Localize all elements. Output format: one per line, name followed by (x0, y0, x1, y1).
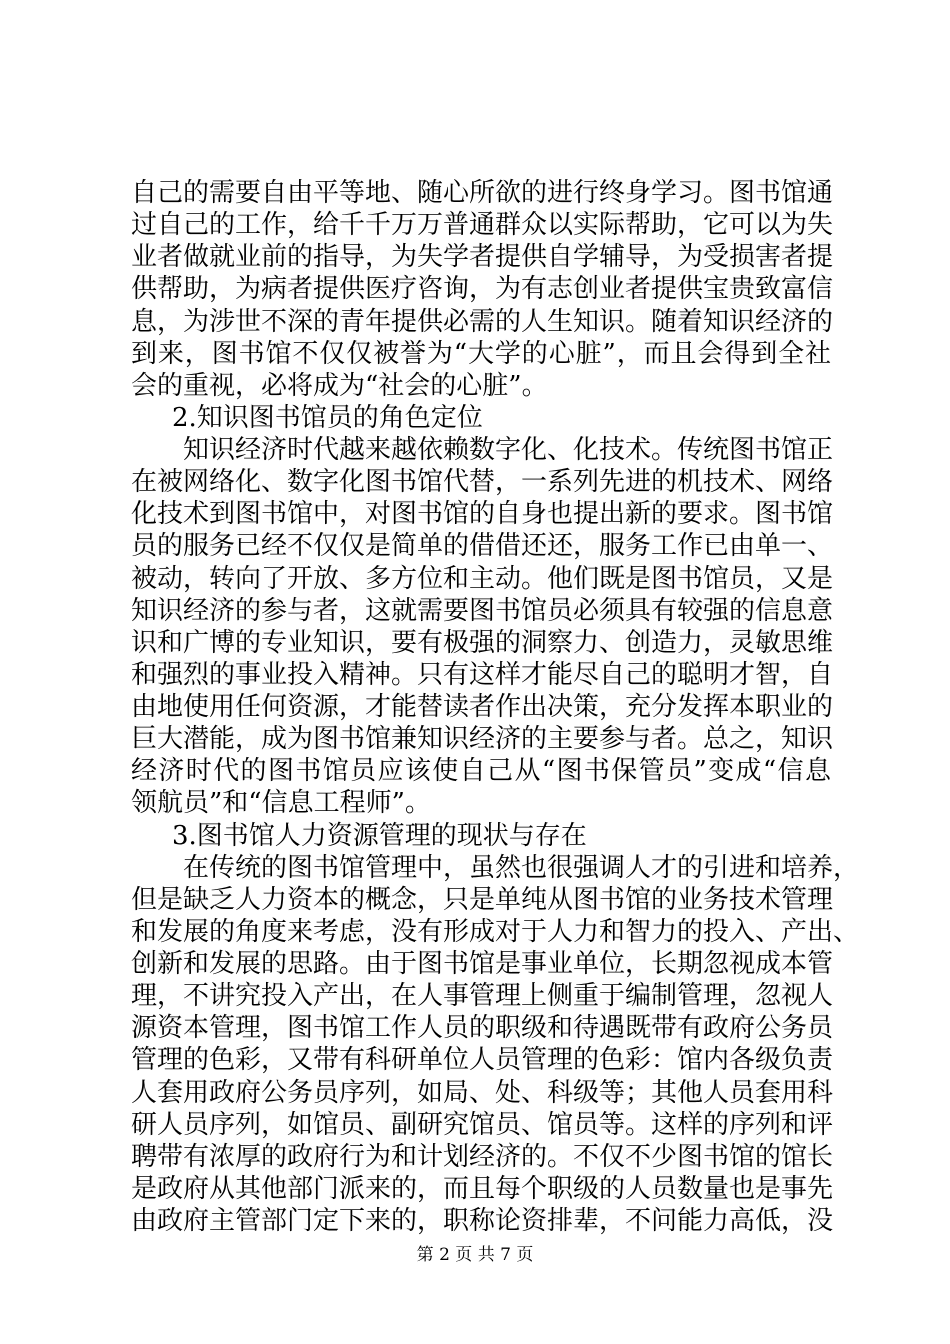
body-line: 源资本管理，图书馆工作人员的职级和待遇既带有政府公务员 (131, 1013, 834, 1043)
body-line: 知识经济时代越来越依赖数字化、化技术。传统图书馆正 (183, 435, 834, 465)
body-line: 供帮助，为病者提供医疗咨询，为有志创业者提供宝贵致富信 (131, 274, 834, 304)
body-line: 知识经济的参与者，这就需要图书馆员必须具有较强的信息意 (131, 596, 834, 626)
body-line: 会的重视，必将成为“社会的心脏”。 (131, 371, 548, 401)
body-line: 是政府从其他部门派来的，而且每个职级的人员数量也是事先 (131, 1174, 834, 1204)
body-line: 但是缺乏人力资本的概念，只是单纯从图书馆的业务技术管理 (131, 885, 834, 915)
body-line: 创新和发展的思路。由于图书馆是事业单位，长期忽视成本管 (131, 949, 834, 979)
body-line: 过自己的工作，给千千万万普通群众以实际帮助，它可以为失 (131, 210, 834, 240)
body-line: 人套用政府公务员序列，如局、处、科级等；其他人员套用科 (131, 1078, 834, 1108)
body-line: 聘带有浓厚的政府行为和计划经济的。不仅不少图书馆的馆长 (131, 1142, 834, 1172)
body-line: 研人员序列，如馆员、副研究馆员、馆员等。这样的序列和评 (131, 1110, 834, 1140)
body-line: 由政府主管部门定下来的，职称论资排辈，不问能力高低，没 (131, 1206, 834, 1236)
body-line: 巨大潜能，成为图书馆兼知识经济的主要参与者。总之，知识 (131, 724, 834, 754)
body-line: 在传统的图书馆管理中，虽然也很强调人才的引进和培养， (183, 853, 860, 883)
body-line: 被动，转向了开放、多方位和主动。他们既是图书馆员，又是 (131, 564, 834, 594)
body-line: 员的服务已经不仅仅是简单的借借还还，服务工作已由单一、 (131, 531, 834, 561)
body-line: 在被网络化、数字化图书馆代替，一系列先进的机技术、网络 (131, 467, 834, 497)
page-footer: 第 2 页 共 7 页 (416, 1245, 534, 1265)
body-line: 自己的需要自由平等地、随心所欲的进行终身学习。图书馆通 (131, 178, 834, 208)
body-line: 理，不讲究投入产出，在人事管理上侧重于编制管理，忽视人 (131, 981, 834, 1011)
body-line: 息，为涉世不深的青年提供必需的人生知识。随着知识经济的 (131, 307, 834, 337)
body-line: 识和广博的专业知识，要有极强的洞察力、创造力，灵敏思维 (131, 628, 834, 658)
body-line: 化技术到图书馆中，对图书馆的自身也提出新的要求。图书馆 (131, 499, 834, 529)
body-line: 和强烈的事业投入精神。只有这样才能尽自己的聪明才智，自 (131, 660, 834, 690)
body-line: 由地使用任何资源，才能替读者作出决策，充分发挥本职业的 (131, 692, 834, 722)
section-heading: 3.图书馆人力资源管理的现状与存在 (172, 821, 587, 851)
body-line: 和发展的角度来考虑，没有形成对于人力和智力的投入、产出、 (131, 917, 860, 947)
body-line: 到来，图书馆不仅仅被誉为“大学的心脏”，而且会得到全社 (131, 339, 831, 369)
body-line: 领航员”和“信息工程师”。 (131, 788, 431, 818)
body-line: 管理的色彩，又带有科研单位人员管理的色彩：馆内各级负责 (131, 1045, 834, 1075)
section-heading: 2.知识图书馆员的角色定位 (172, 403, 483, 433)
body-line: 经济时代的图书馆员应该使自己从“图书保管员”变成“信息 (131, 756, 831, 786)
body-line: 业者做就业前的指导，为失学者提供自学辅导，为受损害者提 (131, 242, 834, 272)
